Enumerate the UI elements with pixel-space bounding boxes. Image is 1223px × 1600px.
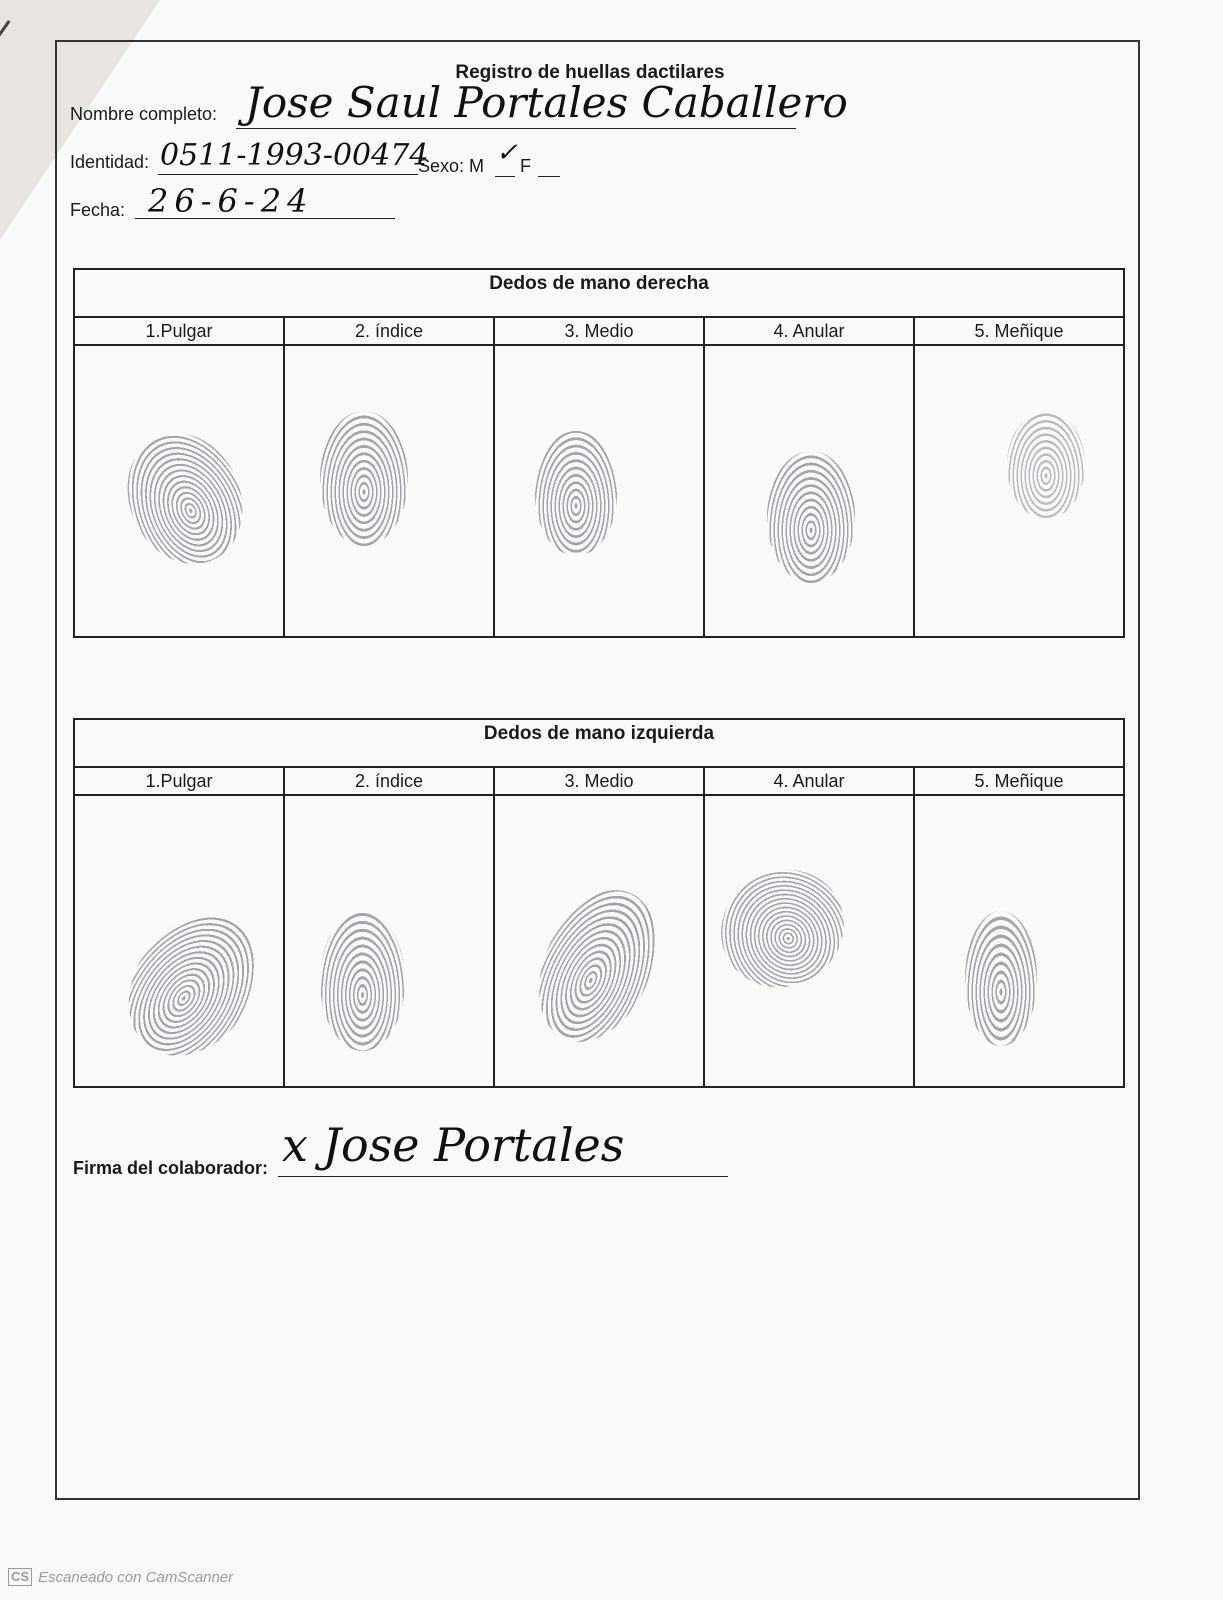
left-thumb-cell [75, 796, 285, 1086]
left-little-cell [915, 796, 1123, 1086]
right-index-label: 2. índice [285, 318, 495, 344]
left-ring-cell [705, 796, 915, 1086]
id-label: Identidad: [70, 152, 150, 172]
sex-check-mark: ✓ [496, 138, 518, 168]
right-thumb-cell [75, 346, 285, 636]
right-ring-cell [705, 346, 915, 636]
right-hand-header: Dedos de mano derecha [75, 270, 1123, 318]
signature-handwritten: x Jose Portales [282, 1118, 625, 1172]
name-handwritten: Jose Saul Portales Caballero [245, 78, 848, 127]
right-little-label: 5. Meñique [974, 321, 1064, 341]
right-hand-table [73, 268, 1125, 638]
left-ring-fingerprint [700, 847, 866, 1009]
watermark-text: Escaneado con CamScanner [38, 1568, 234, 1586]
left-hand-header: Dedos de mano izquierda [75, 720, 1123, 768]
sex-m-underline [495, 176, 515, 177]
right-thumb-fingerprint [107, 414, 264, 583]
left-index-fingerprint [320, 911, 405, 1051]
left-hand-finger-labels [75, 768, 1123, 796]
id-handwritten: 0511-1993-00474 [160, 138, 429, 173]
sex-f-underline [538, 176, 560, 177]
form-title: Registro de huellas dactilares [455, 62, 725, 83]
sex-label: Sexo: M [418, 156, 485, 176]
right-middle-cell [495, 346, 705, 636]
left-thumb-fingerprint [102, 892, 282, 1081]
right-index-cell [285, 346, 495, 636]
left-middle-label: 3. Medio [495, 768, 705, 794]
right-hand-prints [75, 346, 1123, 636]
right-thumb-label: 1.Pulgar [75, 318, 285, 344]
signature-label: Firma del colaborador: [73, 1158, 269, 1178]
name-label: Nombre completo: [70, 104, 218, 124]
right-ring-fingerprint [767, 451, 855, 583]
left-thumb-label: 1.Pulgar [75, 768, 285, 794]
right-middle-fingerprint [535, 431, 617, 556]
right-index-fingerprint [320, 411, 408, 546]
right-middle-label: 3. Medio [495, 318, 705, 344]
right-hand-finger-labels [75, 318, 1123, 346]
left-little-label: 5. Meñique [974, 771, 1064, 791]
camscanner-logo-icon: CS [8, 1568, 32, 1586]
signature-underline [278, 1176, 728, 1177]
left-index-label: 2. índice [285, 768, 495, 794]
left-little-fingerprint [965, 911, 1037, 1046]
camscanner-watermark [8, 1568, 233, 1586]
left-middle-fingerprint [516, 871, 679, 1060]
left-hand-table [73, 718, 1125, 1088]
left-ring-label: 4. Anular [705, 768, 915, 794]
left-hand-prints [75, 796, 1123, 1086]
id-underline [158, 174, 418, 175]
date-label: Fecha: [70, 200, 126, 220]
right-little-cell [915, 346, 1123, 636]
right-little-fingerprint [1007, 411, 1085, 519]
date-handwritten: 26-6-24 [148, 182, 314, 220]
left-middle-cell [495, 796, 705, 1086]
left-index-cell [285, 796, 495, 1086]
name-underline [236, 128, 796, 129]
sex-female-label: F [520, 156, 531, 176]
right-ring-label: 4. Anular [705, 318, 915, 344]
